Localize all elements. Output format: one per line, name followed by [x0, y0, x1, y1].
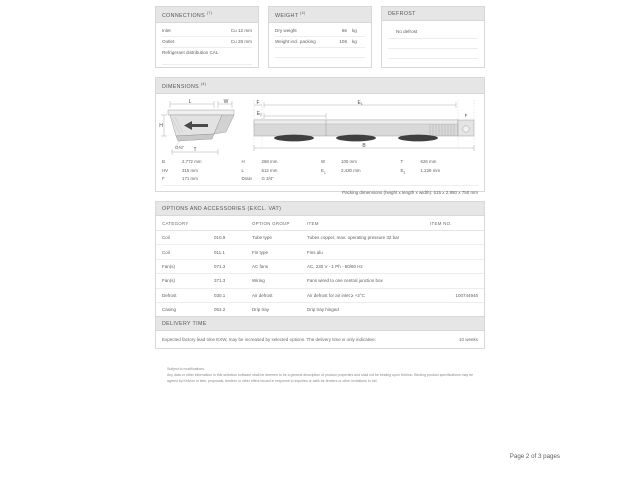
dimension-value: 612 mm [261, 167, 278, 173]
svg-text:F: F [464, 112, 468, 118]
spec-label: Outlet [162, 39, 175, 45]
dimension-entry [242, 158, 322, 166]
dimensions-title-text: DIMENSIONS [162, 83, 200, 90]
svg-text:F: F [256, 99, 260, 106]
weight-panel-title [269, 7, 371, 23]
cell-item: Fins alu [307, 245, 430, 259]
dimension-entry [321, 166, 401, 176]
delivery-time-panel [155, 316, 485, 349]
spec-label: Refrigerant distribution CAL [162, 50, 219, 56]
spec-unit: kg [352, 28, 357, 34]
table-row [156, 302, 484, 316]
svg-text:B: B [362, 142, 366, 149]
cell-category: Defrost [156, 288, 214, 302]
spec-value: Cu 12 mm [230, 28, 252, 34]
disclaimer-line-1: Subject to modifications. [167, 367, 205, 371]
dimension-column [242, 158, 322, 183]
dimension-value: 2.430 mm [341, 167, 361, 173]
dimension-entry [321, 158, 401, 166]
dimension-entry [401, 158, 481, 166]
delivery-panel-body [156, 331, 484, 348]
column-header-code [214, 216, 252, 231]
dimension-value: 100 mm [341, 159, 357, 165]
dimension-column [401, 158, 481, 183]
dimension-key: $E_1$ [321, 167, 326, 175]
connections-panel-title [156, 7, 258, 23]
spec-filler-row [388, 49, 478, 59]
weight-title-superscript: (4) [300, 10, 306, 15]
weight-panel [268, 6, 372, 68]
cell-category: Fan(s) [156, 274, 214, 288]
dimension-key: F [162, 175, 165, 181]
spec-value: 106 [339, 39, 347, 45]
page-number: Page 2 of 3 pages [509, 453, 560, 460]
cell-code: 010.9 [214, 231, 252, 245]
cell-code: 053.2 [214, 307, 226, 313]
spec-value: Cu 28 mm [230, 39, 252, 45]
dimension-key: T [400, 159, 404, 165]
spec-row [162, 48, 252, 65]
cell-category: Casing [162, 307, 177, 313]
dimension-column [321, 158, 401, 183]
spec-label: Inlet [162, 28, 171, 34]
dimension-value: 268 mm [261, 159, 278, 165]
spec-filler-row [275, 48, 365, 58]
cell-category: Coil [156, 231, 214, 245]
spec-panels-row [155, 6, 485, 68]
cell-code: 011.1 [214, 245, 252, 259]
disclaimer [167, 366, 477, 384]
packing-dimensions-note: Packing dimensions (height x length x width): 515 x 2.950 x 750 mm [162, 185, 478, 197]
cell-item: AC, 230 V - 1 Ph - 50/60 Hz [307, 259, 430, 273]
dimension-values [156, 156, 484, 183]
table-row [156, 245, 484, 259]
dimension-value: 626 mm [420, 159, 437, 165]
spec-value: 66 [341, 28, 347, 34]
spec-label: No defrost [388, 24, 478, 39]
cell-item-no [430, 274, 484, 288]
connections-title-superscript: (7) [206, 10, 213, 15]
end-view-svg [156, 96, 256, 156]
defrost-panel [381, 6, 485, 68]
dimension-entry [242, 166, 322, 174]
dimensions-drawing-area [156, 96, 484, 156]
cell-item: Fans wired to one central junction box [307, 274, 430, 288]
dimension-value: G 3/4" [261, 175, 274, 181]
spec-unit: kg [352, 39, 357, 45]
cell-item-no [430, 231, 484, 245]
delivery-lead-time-value: 10 weeks [458, 337, 478, 342]
weight-title-text: WEIGHT [275, 12, 299, 19]
table-row [156, 274, 484, 288]
cell-code: 071.3 [214, 259, 252, 273]
dimension-value: 315 mm [182, 167, 198, 173]
defrost-panel-title [382, 7, 484, 21]
column-header-option-group: OPTION GROUP [252, 216, 307, 231]
column-header-category: CATEGORY [156, 216, 214, 231]
cell-code: 030.1 [214, 288, 252, 302]
column-header-item-no: ITEM NO. [430, 216, 484, 231]
dimension-entry [401, 166, 481, 176]
svg-text:G¾": G¾" [175, 144, 185, 150]
dimension-key: L [241, 167, 244, 173]
dimension-key: $E_2$ [400, 167, 406, 175]
spec-filler-row [388, 39, 478, 49]
cell-option-group: AC fans [252, 259, 307, 273]
table-row [156, 231, 484, 245]
dimension-value: 1.229 mm [420, 167, 441, 173]
weight-panel-body [269, 23, 371, 62]
cell-item-no [430, 259, 484, 273]
cell-item: Tubes copper, max. operating pressure 32 bar [307, 231, 430, 245]
table-row [156, 259, 484, 273]
cell-item: Drip tray hinged [307, 307, 339, 313]
dimension-entry [162, 174, 242, 182]
cell-item: Air defrost for air inlet ≥ +2°C [307, 288, 430, 302]
spec-row [162, 37, 252, 48]
svg-text:H: H [159, 122, 163, 129]
options-panel-title: OPTIONS AND ACCESSORIES (EXCL. VAT) [156, 202, 484, 216]
drawing-end-view [156, 96, 248, 156]
cell-code: 371.3 [214, 274, 252, 288]
dimension-key: H [241, 159, 245, 165]
svg-text:L: L [188, 98, 192, 105]
dimensions-panel-title [156, 78, 484, 94]
spec-row [162, 26, 252, 37]
dimension-key: B [162, 159, 165, 165]
spec-row [275, 37, 365, 48]
spec-label: Dry weight [275, 28, 297, 34]
dimension-value: 2.772 mm [182, 159, 202, 165]
connections-panel [155, 6, 259, 68]
table-header-row [156, 216, 484, 231]
side-view-svg [248, 96, 483, 156]
options-table-body [156, 231, 484, 317]
delivery-panel-title: DELIVERY TIME [156, 317, 484, 331]
disclaimer-line-2: Any data or other information in this selection software shall be deemed to be a general description of product properties and shall not be binding upon Kelvion. Binding product specifications may be agreed by Kelvion in bids, proposals, tenders or other offers issued in response to inquiries or calls for tenders or other invitations to bid. [167, 373, 474, 384]
svg-text:W: W [223, 98, 229, 105]
cell-item-no: 100744945 [430, 288, 484, 302]
dimensions-panel [155, 77, 485, 196]
cell-option-group: Drip tray [252, 307, 270, 313]
cell-option-group: Tube type [252, 231, 307, 245]
cell-category: Coil [156, 245, 214, 259]
column-header-item: ITEM [307, 216, 430, 231]
dimension-column [162, 158, 242, 183]
dimension-entry [162, 166, 242, 174]
options-table [156, 216, 484, 316]
dimension-key: W [321, 159, 326, 165]
cell-item-no [430, 302, 484, 316]
options-table-header [156, 216, 484, 231]
cell-item-no [430, 245, 484, 259]
dimension-entry [242, 174, 322, 182]
delivery-description: Expected factory lead time EXW, may be increased by selected options. The delivery time is only indicative: [162, 337, 377, 342]
dimension-key: Drain [241, 175, 252, 181]
cell-option-group: Air defrost [252, 288, 307, 302]
connections-title-text: CONNECTIONS [162, 12, 205, 19]
svg-text:E₂: E₂ [256, 110, 262, 117]
table-row [156, 288, 484, 302]
connections-panel-body [156, 23, 258, 69]
defrost-title-text: DEFROST [388, 10, 416, 17]
spec-row [275, 26, 365, 37]
defrost-panel-body [382, 21, 484, 63]
svg-text:T: T [193, 146, 197, 153]
cell-option-group: Fin type [252, 245, 307, 259]
dimension-key: HV [162, 167, 169, 173]
spec-label: Weight incl. packing [275, 39, 316, 45]
dimensions-title-superscript: (4) [200, 81, 207, 86]
options-accessories-panel [155, 201, 485, 317]
dimension-value: 171 mm [182, 175, 198, 181]
drawing-side-view [248, 96, 484, 156]
cell-category: Fan(s) [156, 259, 214, 273]
cell-option-group: Wiring [252, 274, 307, 288]
dimension-entry [162, 158, 242, 166]
page-footer [0, 453, 640, 460]
svg-text:E₁: E₁ [357, 99, 363, 106]
